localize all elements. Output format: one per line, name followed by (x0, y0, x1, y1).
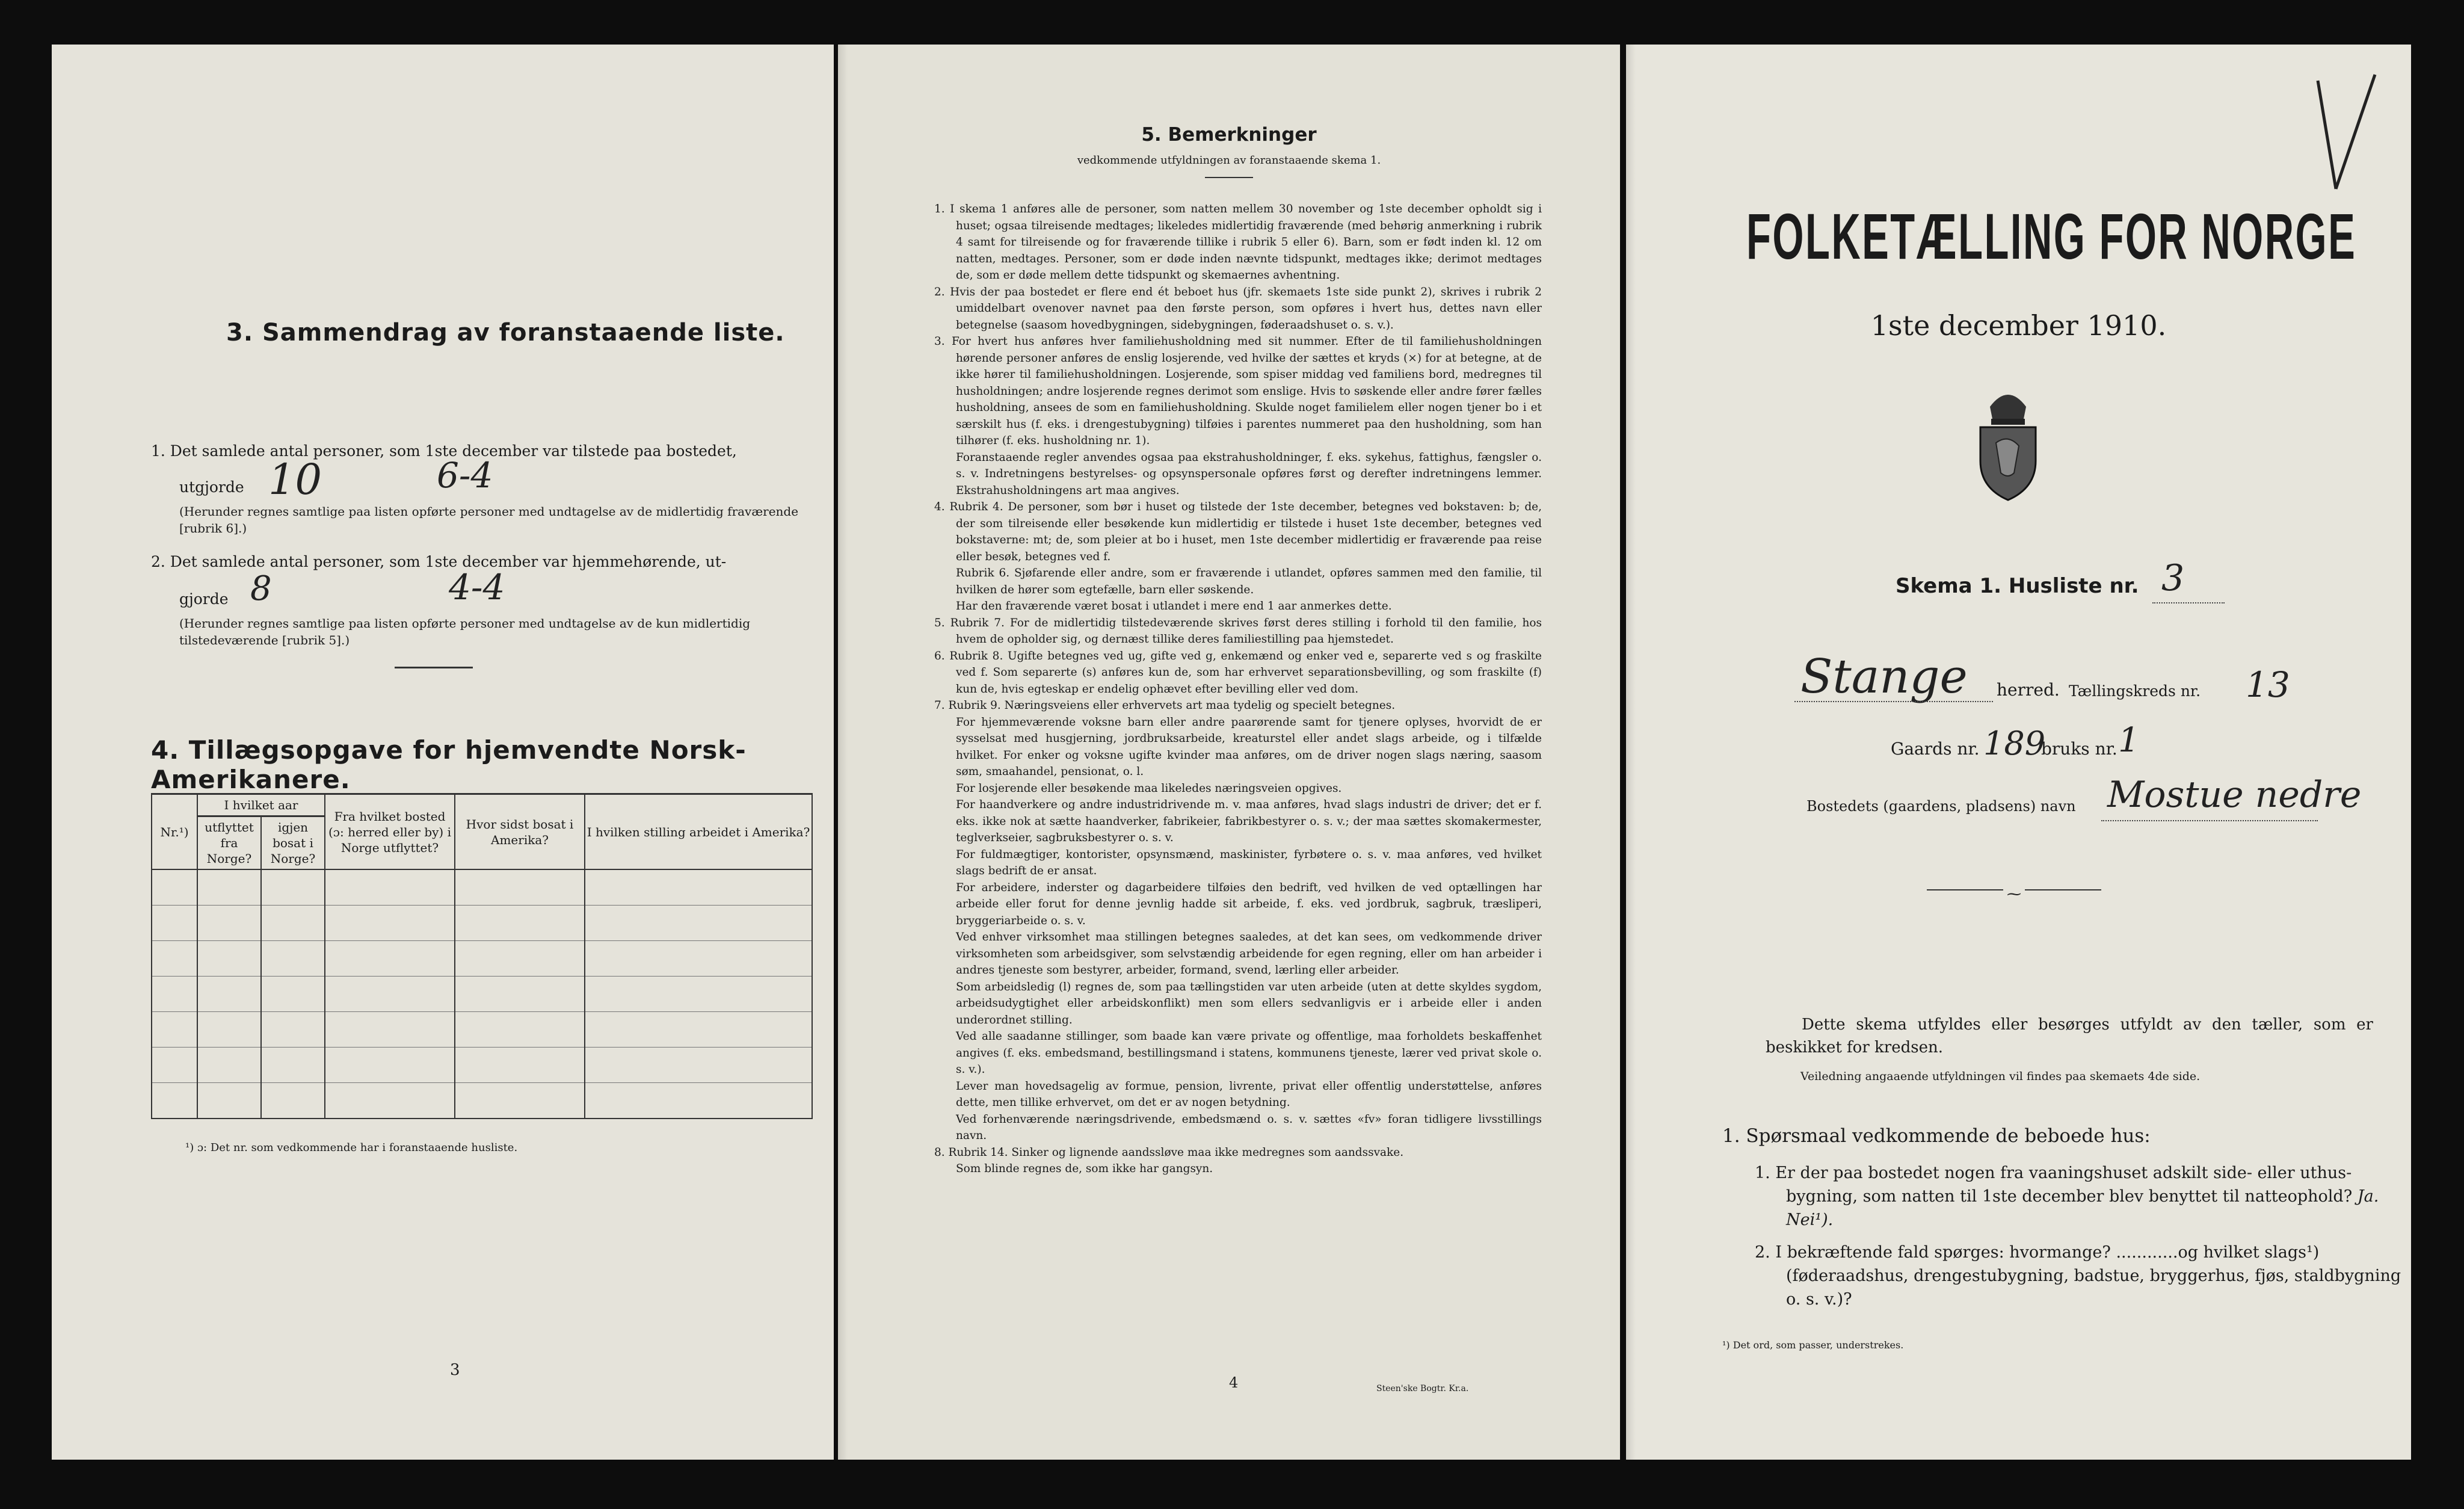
remark-paragraph: 5. Rubrik 7. For de midlertidig tilstedeværende skrives først deres stilling i forhold til den familie, hos hvem de opholder sig, og dernæst tillike deres familiestilling paa hjemstedet. (934, 616, 1542, 646)
section3-item2-note: (Herunder regnes samtlige paa listen opførte personer med undtagelse av de kun midlertidig tilstedeværende [rubrik 5].) (179, 616, 751, 647)
bosted-value: Mostue nedre (2107, 774, 2362, 816)
remark-paragraph: For fuldmægtiger, kontorister, opsynsmænd, maskinister, fyrbøtere o. s. v. maa anføres, ved hvilket slags bedrift de er ansat. (956, 848, 1542, 877)
page-left (52, 45, 834, 1460)
section3-item2-prefix: gjorde (179, 590, 229, 608)
remark-paragraph: 4. Rubrik 4. De personer, som bør i huset og tilstede der 1ste december, betegnes ved bokstaven: b; de, der som tilreisende eller besøkende kun midlertidig er tilstede i huset 1ste december, betegnes ved bokstaverne: mt; de, som pleier at bo i huset, men 1ste december midlertidig er fraværende paa reise eller besøk, betegnes ved f. (934, 501, 1542, 563)
divider (395, 667, 473, 668)
bemerkninger-heading: 5. Bemerkninger (1141, 124, 1317, 146)
item1-handwritten-extra: 6-4 (437, 455, 493, 496)
coat-of-arms-icon (1966, 383, 2050, 503)
remark-paragraph: Ved enhver virksomhet maa stillingen betegnes saaledes, at det kan sees, om vedkommende driver virksomheten som arbeidsgiver, som selvstændig arbeidende for egen regning, eller om han arbeider i andres tjeneste som bestyrer, arbeider, formand, svend, lærling eller arbeider. (956, 931, 1542, 977)
printer-credit: Steen'ske Bogtr. Kr.a. (1376, 1384, 1469, 1393)
section3-item1-note: (Herunder regnes samtlige paa listen opførte personer med undtagelse av de midlertidig fraværende [rubrik 6].) (179, 504, 799, 535)
remark-paragraph: Ved alle saadanne stillinger, som baade kan være private og offentlige, maa forholdets beskaffenhet angives (f. eks. embedsmand, bestillingsmand i statens, kommunens tjeneste, lærer ved privat skole o. s. v.). (956, 1030, 1542, 1076)
checkmark-stroke (2312, 69, 2384, 207)
table-row (152, 1012, 812, 1048)
remark-paragraph: Rubrik 6. Sjøfarende eller andre, som er fraværende i utlandet, opføres sammen med den familie, til hvilken de hører som egtefælle, barn eller søskende. (956, 567, 1542, 596)
question-1-text: 1. Er der paa bostedet nogen fra vaaningshuset adskilt side- eller uthus-bygning, som natten til 1ste december blev benyttet til natteophold? (1755, 1164, 2353, 1206)
form-title: FOLKETÆLLING FOR NORGE (1746, 200, 2357, 273)
remark-paragraph: 2. Hvis der paa bostedet er flere end ét beboet hus (jfr. skemaets 1ste side punkt 2), skrives i rubrik 2 umiddelbart ovenover navnet paa den første person, som opføres i hvert hus, dettes navn eller betegnelse (saasom hovedbygningen, sidebygningen, føderaadshuset o. s. v.). (934, 285, 1542, 332)
remark-paragraph: For arbeidere, inderster og dagarbeidere tilføies den bedrift, ved hvilken de ved optællingen har arbeide eller forut for denne jevnlig hadde sit arbeide, f. eks. ved jordbruk, sagbruk, træsliperi, bryggeriarbeide o. s. v. (956, 881, 1542, 927)
col-stilling: I hvilken stilling arbeidet i Amerika? (585, 794, 812, 870)
section3-heading: 3. Sammendrag av foranstaaende liste. (226, 319, 785, 347)
ornament-icon: ⁓ (2003, 886, 2025, 903)
remark-paragraph: Har den fraværende været bosat i utlandet i mere end 1 aar anmerkes dette. (956, 600, 1392, 613)
gaards-label: Gaards nr. (1891, 739, 1980, 759)
section4-heading: 4. Tillægsopgave for hjemvendte Norsk-Amerikanere. (151, 735, 747, 794)
page-right (1626, 45, 2411, 1460)
question-1-answer: Ja. Nei¹). (1786, 1187, 2379, 1229)
remark-paragraph: Ved forhenværende næringsdrivende, embedsmænd o. s. v. sættes «fv» foran tidligere livsstillings navn. (956, 1112, 1542, 1142)
page-number-middle: 4 (1229, 1374, 1239, 1391)
husliste-nr-value: 3 (2161, 557, 2185, 599)
remark-paragraph: For losjerende eller besøkende maa likeledes næringsveien opgives. (956, 782, 1342, 795)
remark-paragraph: Som blinde regnes de, som ikke har gangsyn. (956, 1162, 1213, 1175)
section3-item2: 2. Det samlede antal personer, som 1ste december var hjemmehørende, ut- (151, 553, 727, 570)
section3-item1-prefix: utgjorde (179, 478, 244, 496)
remark-paragraph: Som arbeidsledig (l) regnes de, som paa tællingstiden var uten arbeide (uten at dette skyldes sygdom, arbeidsudygtighet eller arbeidskonflikt) men som ellers sedvanligvis er i arbeide eller i anden underordnet stilling. (956, 980, 1542, 1026)
page-middle (838, 45, 1620, 1460)
herred-value: Stange (1800, 650, 1968, 704)
col-sidst: Hvor sidst bosat i Amerika? (455, 794, 585, 870)
herred-label: herred. (1997, 680, 2060, 700)
col-igjen: igjen bosat i Norge? (261, 816, 325, 870)
gaards-value: 189 (1983, 724, 2046, 762)
remark-paragraph: Foranstaaende regler anvendes ogsaa paa ekstrahusholdninger, f. eks. sykehus, fattighus, fængsler o. s. v. Indretningens bestyrelses- og opsynspersonale opføres først og derefter indretningens lemmer. Ekstrahusholdningens art maa angives. (956, 451, 1542, 497)
remark-paragraph: 7. Rubrik 9. Næringsveiens eller erhvervets art maa tydelig og specielt betegnes. (934, 699, 1396, 712)
page-number-left: 3 (450, 1361, 460, 1379)
table-row (152, 869, 812, 906)
item1-handwritten-value: 10 (268, 455, 322, 504)
questions-heading: 1. Spørsmaal vedkommende de beboede hus: (1722, 1125, 2151, 1147)
col-nr: Nr.¹) (152, 794, 197, 870)
remark-paragraph: 6. Rubrik 8. Ugifte betegnes ved ug, gifte ved g, enkemænd og enker ved e, separerte ved s og fraskilte ved f. Som separerte (s) anføres kun de, som har erhvervet separationsbevilling, og som fraskilte (f) kun de, hvis egteskap er endelig ophævet efter bevilling eller ved dom. (934, 649, 1542, 696)
question-1 (1755, 1161, 2412, 1232)
col-group-year: I hvilket aar (197, 794, 325, 816)
table-row (152, 941, 812, 977)
question-2: 2. I bekræftende fald spørges: hvormange? ............og hvilket slags¹) (føderaadshus, drengestubygning, badstue, bryggerhus, fjøs, staldbygning o. s. v.)? (1755, 1243, 2401, 1309)
item2-handwritten-value: 8 (250, 569, 272, 608)
table-row (152, 906, 812, 941)
remark-paragraph: 1. I skema 1 anføres alle de personer, som natten mellem 30 november og 1ste december opholdt sig i huset; ogsaa tilreisende medtages; likeledes midlertidig fraværende (med behørig anmerkning i rubrik 4 samt for tilreisende og for fraværende tillike i rubrik 5 eller 6). Barn, som er født inden kl. 12 om natten, medtages. Personer, som er døde inden nævnte tidspunkt, medtages ikke; derimot medtages de, som er døde mellem dette tidspunkt og skemaernes avhentning. (934, 203, 1542, 282)
remark-paragraph: For hjemmeværende voksne barn eller andre paarørende samt for tjenere oplyses, hvorvidt de er sysselsat med husgjerning, jordbruksarbeide, kreaturstel eller andet slags arbeide, og i tilfælde hvilket. For enker og voksne ugifte kvinder maa anføres, om de driver nogen slags næring, saasom søm, smaahandel, pensionat, o. l. (956, 715, 1542, 778)
item2-handwritten-extra: 4-4 (449, 567, 505, 608)
bemerkninger-subheading: vedkommende utfyldningen av foranstaaende skema 1. (1077, 154, 1381, 167)
remark-paragraph: For haandverkere og andre industridrivende m. v. maa anføres, hvad slags industri de driver; det er f. eks. ikke nok at sætte haandverker, fabrikeier, fabrikbestyrer o. s. v.; der maa sættes skomakermester, teglverkseier, sagbruksbestyrer o. s. v. (956, 798, 1542, 844)
col-bosted: Fra hvilket bosted (ɔ: herred eller by) i Norge utflyttet? (325, 794, 455, 870)
instruction-text: Dette skema utfyldes eller besørges utfyldt av den tæller, som er beskikket for kredsen. (1766, 1016, 2373, 1057)
norsk-amerikanere-table (151, 793, 813, 1119)
heading-divider (1205, 177, 1253, 178)
bruks-label: bruks nr. (2041, 739, 2118, 759)
remark-paragraph: 8. Rubrik 14. Sinker og lignende aandssløve maa ikke medregnes som aandssvake. (934, 1146, 1404, 1159)
instruction-note: Veiledning angaaende utfyldningen vil findes paa skemaets 4de side. (1800, 1070, 2201, 1083)
remark-paragraph: Lever man hovedsagelig av formue, pension, livrente, privat eller offentlig understøttelse, anføres dette, men tillike erhvervet, om det er av nogen betydning. (956, 1079, 1542, 1109)
remark-paragraph: 3. For hvert hus anføres hver familiehusholdning med sit nummer. Efter de til familiehusholdningen hørende personer anføres de enslig losjerende, ved hvilke der sættes et kryds (×) for at betegne, at de ikke hører til familiehusholdningen. Losjerende, som spiser middag ved familiens bord, medregnes til husholdningen; andre losjerende regnes derimot som enslige. Hvis to søskende eller andre fører fælles husholdning, ansees de som en familiehusholdning. Skulde noget familielem eller nogen tjener bo i et særskilt hus (f. eks. i drengestubygning) tilføies i parentes nummeret paa den husholdning, som han tilhører (f. eks. husholdning nr. 1). (934, 335, 1542, 447)
form-date: 1ste december 1910. (1870, 309, 2167, 342)
skema-label: Skema 1. Husliste nr. (1896, 574, 2139, 598)
right-footnote: ¹) Det ord, som passer, understrekes. (1722, 1339, 1904, 1351)
section3-item1: 1. Det samlede antal personer, som 1ste december var tilstede paa bostedet, (151, 442, 737, 460)
bemerkninger-list (934, 201, 1542, 1177)
table-row (152, 977, 812, 1012)
col-utflyttet: utflyttet fra Norge? (197, 816, 261, 870)
kreds-label: Tællingskreds nr. (2069, 682, 2201, 700)
table-row (152, 1083, 812, 1119)
kreds-value: 13 (2246, 664, 2290, 705)
table-row (152, 1048, 812, 1083)
section4-footnote: ¹) ɔ: Det nr. som vedkommende har i foranstaaende husliste. (185, 1141, 518, 1154)
bruks-value: 1 (2118, 721, 2140, 760)
bosted-label: Bostedets (gaardens, pladsens) navn (1806, 798, 2076, 815)
